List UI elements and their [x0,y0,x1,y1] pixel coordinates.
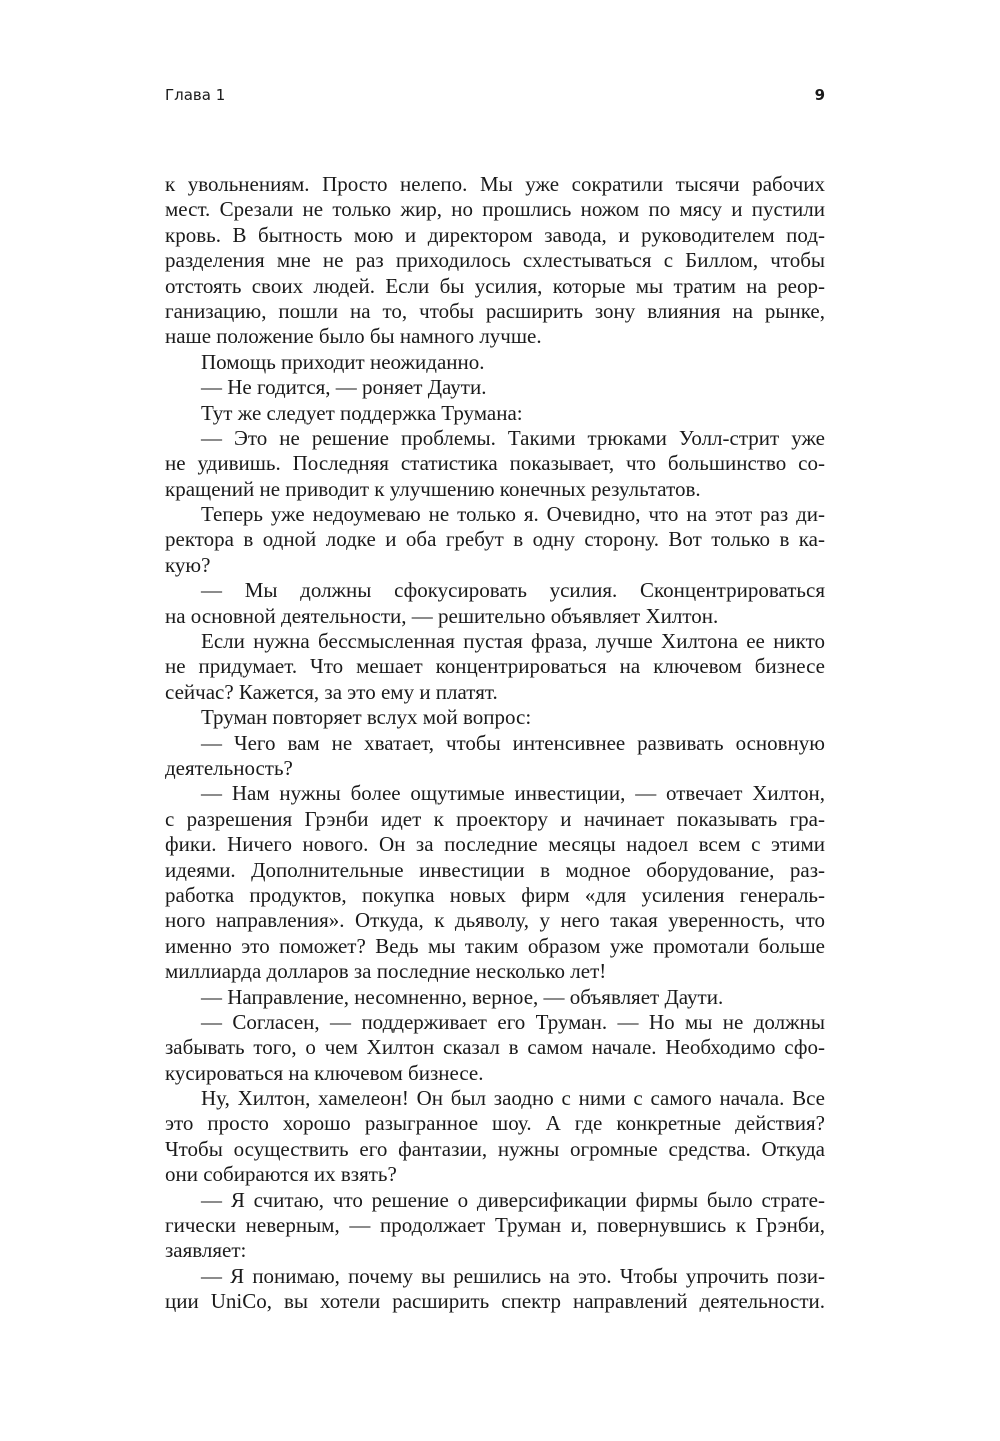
running-header [165,86,825,108]
text-line: мест. Срезали не только жир, но прошлись ножом по мясу и пустили [165,197,825,222]
text-line: Теперь уже недоумеваю не только я. Очевидно, что на этот раз ди- [201,502,825,527]
text-line: к увольнениям. Просто нелепо. Мы уже сократили тысячи рабочих [165,172,825,196]
text-line: сейчас? Кажется, за это ему и платят. [165,679,498,704]
text-line: — Я понимаю, почему вы решились на это. Чтобы упрочить пози- [201,1263,825,1288]
text-line: — Направление, несомненно, верное, — объявляет Даути. [201,984,724,1009]
text-line: Труман повторяет вслух мой вопрос: [201,705,532,730]
text-line: кую? [165,552,211,577]
text-line: — Не годится, — роняет Даути. [201,375,487,400]
text-line: кусироваться на ключевом бизнесе. [165,1060,484,1085]
text-line: — Чего вам не хватает, чтобы интенсивнее развивать основную [201,730,825,755]
text-line: отстоять своих людей. Если бы усилия, которые мы тратим на реор- [165,273,825,298]
text-line: фики. Ничего нового. Он за последние месяцы надоел всем с этими [165,832,825,857]
text-line: — Я считаю, что решение о диверсификации фирмы было страте- [201,1187,825,1212]
text-line: идеями. Дополнительные инвестиции в модное оборудование, раз- [165,857,825,882]
text-line: ректора в одной лодке и оба гребут в одну сторону. Вот только в ка- [165,527,825,552]
text-line: работка продуктов, покупка новых фирм «для усиления генераль- [165,882,825,907]
text-line: ного направления». Откуда, к дьяволу, у него такая уверенность, что [165,908,825,933]
text-line: кровь. В бытность мою и директором завода, и руководителем под- [165,222,825,247]
page-number: 9 [814,86,825,104]
text-line: забывать того, о чем Хилтон сказал в самом начале. Необходимо сфо- [165,1035,825,1060]
text-line: — Нам нужны более ощутимые инвестиции, — отвечает Хилтон, [201,781,825,806]
text-line: с разрешения Грэнби идет к проектору и начинает показывать гра- [165,806,825,831]
text-line: ганизацию, пошли на то, чтобы расширить зону влияния на рынке, [165,298,825,323]
text-line: не придумает. Что мешает концентрироваться на ключевом бизнесе [165,654,825,679]
chapter-title: Глава 1 [165,86,226,104]
text-line: это просто хорошо разыгранное шоу. А где конкретные действия? [165,1111,825,1136]
text-line: кращений не приводит к улучшению конечных результатов. [165,476,701,501]
text-line: наше положение было бы намного лучше. [165,324,542,349]
text-line: ции UniCo, вы хотели расширить спектр направлений деятельности. [165,1289,825,1314]
text-line: гически неверным, — продолжает Труман и, повернувшись к Грэнби, [165,1213,825,1238]
text-line: на основной деятельности, — решительно объявляет Хилтон. [165,603,719,628]
text-line: именно это поможет? Ведь мы таким образом уже промотали больше [165,933,825,958]
text-line: — Мы должны сфокусировать усилия. Сконцентрироваться [201,578,825,603]
text-line: не удивишь. Последняя статистика показывает, что большинство со- [165,451,825,476]
text-line: заявляет: [165,1238,247,1263]
text-line: — Согласен, — поддерживает его Труман. — Но мы не должны [201,1009,825,1034]
text-line: Ну, Хилтон, хамелеон! Он был заодно с ними с самого начала. Все [201,1086,825,1111]
body-text [165,172,825,1315]
text-line: Если нужна бессмысленная пустая фраза, лучше Хилтона ее никто [201,629,825,654]
text-line: Помощь приходит неожиданно. [201,349,485,374]
text-line: — Это не решение проблемы. Такими трюками Уолл-стрит уже [201,425,825,450]
text-line: они собираются их взять? [165,1162,397,1187]
text-line: деятельность? [165,755,293,780]
text-line: Чтобы осуществить его фантазии, нужны огромные средства. Откуда [165,1136,825,1161]
text-line: миллиарда долларов за последние несколько лет! [165,959,607,984]
text-line: Тут же следует поддержка Трумана: [201,400,523,425]
text-line: разделения мне не раз приходилось схлестываться с Биллом, чтобы [165,248,825,273]
